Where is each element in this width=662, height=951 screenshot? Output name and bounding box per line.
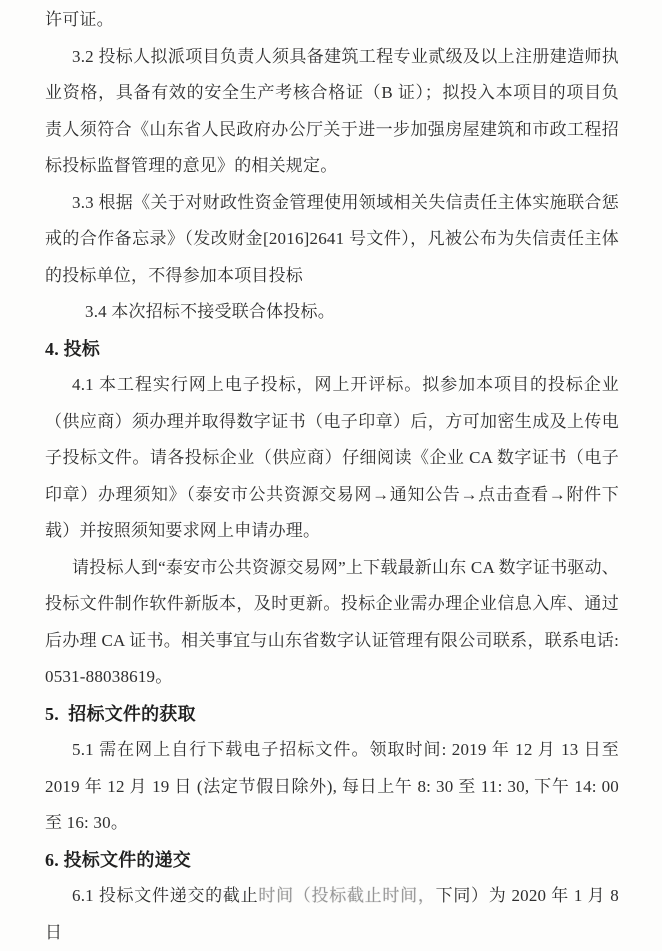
paragraph-6-1-part-2-faded: 时间（投标截止时间，: [258, 886, 436, 905]
section-heading-4-bidding: 4. 投标: [45, 338, 100, 359]
section-heading-5-obtaining-tender-documents: 5. 招标文件的获取: [45, 703, 196, 724]
paragraph-license-continuation: 许可证。: [45, 10, 114, 29]
paragraph-4-1: 4.1 本工程实行网上电子投标，网上开评标。拟参加本项目的投标企业（供应商）须办理并取得数字证书（电子印章）后，方可加密生成及上传电子投标文件。请各投标企业（供应商）仔细阅读《企业 CA 数字证书（电子印章）办理须知》（泰安市公共资源交易网→通知公告→点击查看→附件下载）并按照须知要求网上申请办理。: [45, 375, 619, 540]
paragraph-3-4: 3.4 本次招标不接受联合体投标。: [85, 302, 335, 321]
paragraph-6-1-part-3: 下同）为 2020 年 1 月 8 日: [45, 886, 620, 942]
paragraph-3-3: 3.3 根据《关于对财政性资金管理使用领域相关失信责任主体实施联合惩戒的合作备忘录》（发改财金[2016]2641 号文件），凡被公布为失信责任主体的投标单位，不得参加本项目投标: [45, 192, 619, 285]
paragraph-3-2: 3.2 投标人拟派项目负责人须具备建筑工程专业贰级及以上注册建造师执业资格，具备有效的安全生产考核合格证（B 证）；拟投入本项目的项目负责人须符合《山东省人民政府办公厅关于进一步加强房屋建筑和市政工程招标投标监督管理的意见》的相关规定。: [45, 46, 619, 175]
paragraph-ca-certificate-notice: 请投标人到“泰安市公共资源交易网”上下载最新山东 CA 数字证书驱动、投标文件制作软件新版本，及时更新。投标企业需办理企业信息入库、通过后办理 CA 证书。相关事宜与山东省数字认证管理有限公司联系，联系电话: 0531-88038619。: [45, 557, 619, 686]
paragraph-6-1-part-1: 6.1 投标文件递交的截止: [72, 886, 259, 905]
paragraph-6-1: [45, 878, 619, 951]
section-heading-6-submission-of-bid-documents: 6. 投标文件的递交: [45, 849, 191, 870]
paragraph-5-1: 5.1 需在网上自行下载电子招标文件。领取时间: 2019 年 12 月 13 日至 2019 年 12 月 19 日 (法定节假日除外), 每日上午 8: 30 至 11: 30, 下午 14: 00 至 16: 30。: [45, 740, 619, 832]
